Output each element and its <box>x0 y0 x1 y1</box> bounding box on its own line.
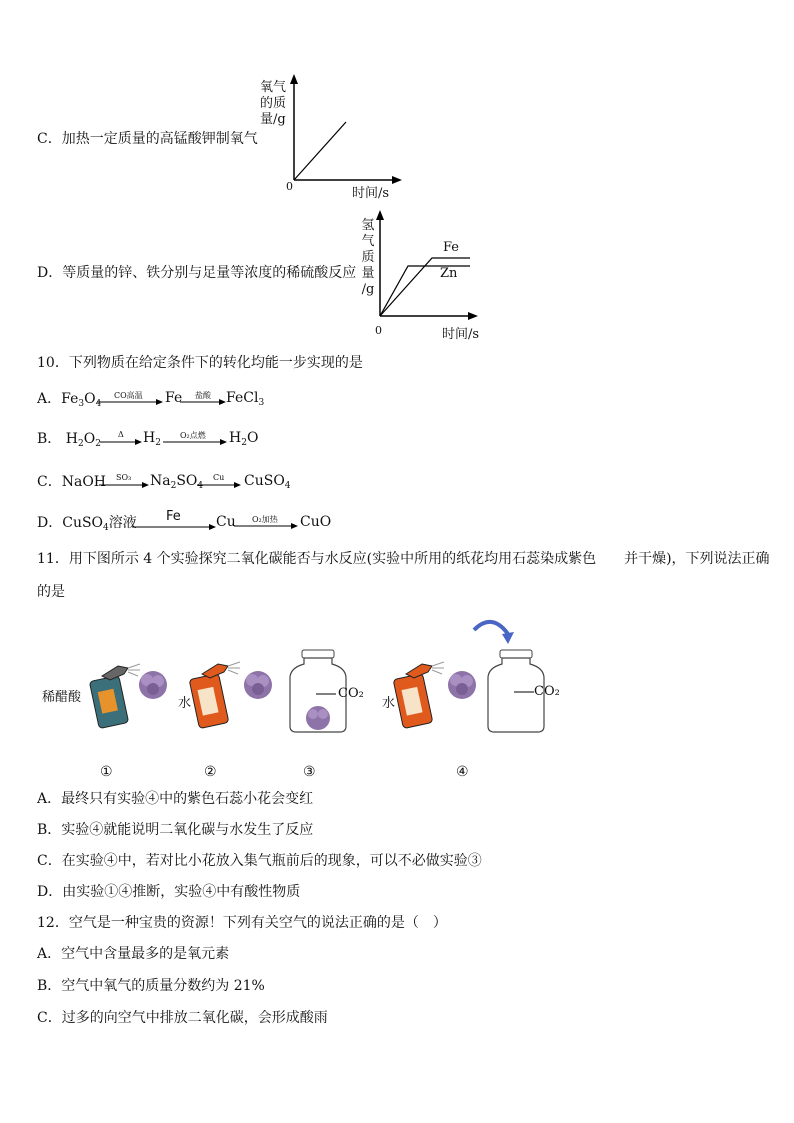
q9d-y-arrow <box>376 210 384 220</box>
exp4-number: ④ <box>456 764 469 780</box>
q11-stem-line1: 11．用下图所示 4 个实验探究二氧化碳能否与水反应(实验中所用的纸花均用石蕊染成紫色 并干燥)，下列说法正确 <box>37 551 770 567</box>
q9c-origin: 0 <box>286 180 293 193</box>
q10-stem: 10．下列物质在给定条件下的转化均能一步实现的是 <box>37 355 363 371</box>
q10b-s3b: O <box>246 430 259 446</box>
q12-stem: 12．空气是一种宝贵的资源！下列有关空气的说法正确的是（ ） <box>37 915 447 931</box>
q12-option-c: C．过多的向空气中排放二氧化碳，会形成酸雨 <box>37 1010 328 1026</box>
q10d-label: D． <box>37 515 63 531</box>
q9d-x-arrow <box>468 312 478 320</box>
q10-option-c <box>37 473 106 491</box>
q10d-s1-sub: 4 <box>103 523 109 533</box>
exp1-label: 稀醋酸 <box>42 690 82 705</box>
exp4-flower-icon <box>444 668 480 702</box>
q10a-s2: Fe <box>165 390 183 406</box>
q10b-s1b-sub: 2 <box>95 439 101 449</box>
q10b-arrow1 <box>100 438 145 446</box>
q10c-s3-text: CuSO <box>244 473 285 489</box>
q10b-s1b: O <box>83 431 96 447</box>
exp4-jar-mouth <box>500 650 532 658</box>
q10b-s2-text: H <box>143 430 156 446</box>
q10a-s1b-sub: 4 <box>95 399 102 409</box>
exp4-gas-label: CO₂ <box>534 684 560 699</box>
q10c-s1: NaOH <box>61 474 107 490</box>
exp1-flower-icon <box>135 668 171 702</box>
q11-option-c: C．在实验④中，若对比小花放入集气瓶前后的现象，可以不必做实验③ <box>37 853 482 869</box>
exp2-spray <box>228 662 240 674</box>
q9d-ylabel-1: 氢 <box>361 218 375 233</box>
q10-option-a <box>37 390 101 413</box>
q10c-s2-text: Na <box>150 473 171 489</box>
q10c-arrow1-label: SO₃ <box>116 473 132 482</box>
q9-option-d-text: D．等质量的锌、铁分别与足量等浓度的稀硫酸反应 <box>37 265 357 281</box>
q9c-ylabel-line3: 量/g <box>260 112 286 127</box>
q9c-x-arrow <box>392 176 402 184</box>
exp3-flower-icon <box>306 706 330 730</box>
q10a-s3-text: FeCl <box>226 390 259 406</box>
q10a-s3 <box>226 390 264 408</box>
q12-option-b: B．空气中氧气的质量分数约为 21% <box>37 978 265 994</box>
q9d-ylabel-2: 气 <box>361 234 375 249</box>
q9c-line <box>294 122 346 180</box>
exp3-gas-label: CO₂ <box>338 686 364 701</box>
q10d-s1: CuSO <box>62 515 104 531</box>
q9c-ylabel-line2: 的质 <box>260 96 287 111</box>
q9d-origin: 0 <box>375 324 382 337</box>
exp1-number: ① <box>100 764 113 780</box>
q9d-fe-label: Fe <box>443 240 460 255</box>
exp2-nozzle <box>202 664 228 678</box>
q10b-s1: H <box>65 431 78 447</box>
exp4-nozzle <box>406 664 432 678</box>
q10a-s1-sub: 3 <box>78 399 85 409</box>
q11-option-d: D．由实验①④推断，实验④中有酸性物质 <box>37 884 301 900</box>
q10a-s1: Fe <box>61 391 79 407</box>
q10-option-d <box>37 514 137 537</box>
exp4-spray <box>432 662 444 674</box>
q10d-arrow1-label: Fe <box>166 509 181 524</box>
q10c-arrow2 <box>197 481 247 489</box>
q10c-s3 <box>244 473 291 491</box>
q10b-s3-sub: 2 <box>241 438 247 448</box>
q11-stem-line2: 的是 <box>37 584 65 600</box>
q10c-label: C． <box>37 474 62 490</box>
q10b-arrow2 <box>163 438 233 446</box>
q10c-arrow1 <box>99 481 154 489</box>
q10b-s3 <box>229 430 258 448</box>
q10d-arrow1 <box>132 523 222 531</box>
q9-option-c-text: C．加热一定质量的高锰酸钾制氧气 <box>37 131 258 147</box>
q9d-graph <box>366 208 496 323</box>
q10b-s2-sub: 2 <box>155 438 161 448</box>
exp3-jar-mouth <box>302 650 334 658</box>
q9c-y-arrow <box>290 74 298 84</box>
exp3-number: ③ <box>303 764 316 780</box>
exp2-label: 水 <box>178 696 192 711</box>
q12-option-a: A．空气中含量最多的是氧元素 <box>37 946 230 962</box>
q10a-arrow1 <box>97 398 167 406</box>
exp1-nozzle <box>102 666 128 680</box>
q10a-s1b: O <box>84 391 96 407</box>
q10b-s1-sub: 2 <box>77 439 84 449</box>
q10a-arrow1-label: CO高温 <box>114 391 143 400</box>
q9c-graph <box>280 72 410 192</box>
q10d-s1b: 溶液 <box>108 515 137 531</box>
q10a-label: A． <box>37 391 62 407</box>
q10a-arrow2 <box>180 398 230 406</box>
q10c-s2b-sub: 4 <box>197 481 204 491</box>
q10c-s2b: SO <box>176 473 198 489</box>
q10a-s3-sub: 3 <box>258 398 265 408</box>
q9c-ylabel-line1: 氧气 <box>260 80 287 95</box>
q10b-arrow1-label: Δ <box>118 430 124 439</box>
q10d-arrow2-label: O₂加热 <box>252 515 278 524</box>
exp2-number: ② <box>204 764 217 780</box>
q10c-s3-sub: 4 <box>284 481 291 491</box>
q9d-ylabel-4: 量 <box>361 266 375 281</box>
q10b-s3-text: H <box>229 430 242 446</box>
exp4-label: 水 <box>382 696 396 711</box>
q10b-s2 <box>143 430 161 448</box>
q10-option-b <box>37 430 101 453</box>
q10d-arrow2 <box>234 522 304 530</box>
q9d-xlabel: 时间/s <box>442 327 480 342</box>
q10b-label: B． <box>37 431 62 447</box>
q10b-arrow2-label: O₂点燃 <box>180 431 206 440</box>
q10a-arrow2-label: 盐酸 <box>195 391 211 400</box>
q10c-s2 <box>150 473 203 491</box>
exp2-flower-icon <box>240 668 276 702</box>
q11-option-a: A．最终只有实验④中的紫色石蕊小花会变红 <box>37 791 314 807</box>
q9d-zn-label: Zn <box>440 266 458 281</box>
q10d-s2: Cu <box>216 514 236 530</box>
q9c-xlabel: 时间/s <box>352 186 390 201</box>
q10c-s2-sub: 2 <box>170 481 177 491</box>
q10d-s3: CuO <box>300 514 332 530</box>
q11-option-b: B．实验④就能说明二氧化碳与水发生了反应 <box>37 822 314 838</box>
q10c-arrow2-label: Cu <box>213 473 225 482</box>
q9d-ylabel-5: /g <box>361 282 375 297</box>
q9d-ylabel-3: 质 <box>361 250 375 265</box>
